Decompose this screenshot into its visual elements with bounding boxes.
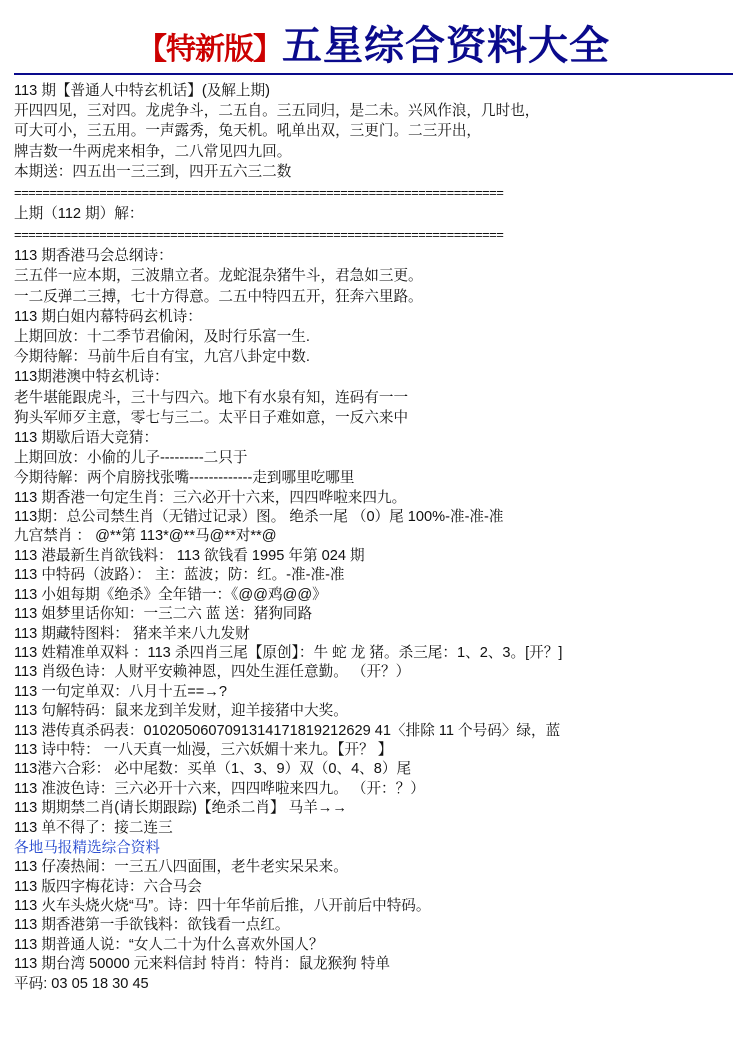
text-line: 三五伴一应本期，三波鼎立者。龙蛇混杂猪牛斗，君急如三更。 (14, 268, 423, 285)
text-line: 113 一句定单双：八月十五==→? (14, 683, 228, 700)
section-block1 (14, 81, 733, 182)
text-line: 113港六合彩： 必中尾数：买单（1、3、9）双（0、4、8）尾 (14, 761, 412, 778)
text-line: 113 期香港马会总纲诗： (14, 248, 173, 265)
text-line: 113 期台湾 50000 元来料信封 特肖：特肖：鼠龙猴狗 特单 (14, 956, 390, 973)
text-line: 牌吉数一牛两虎来相争，二八常见四九回。 (14, 143, 292, 160)
text-line: 113 期歇后语大竞猜： (14, 430, 159, 447)
text-line: 113 句解特码：鼠来龙到羊发财，迎羊接猪中大奖。 (14, 703, 348, 720)
text-line: 开四四见，三对四。龙虎争斗，二五自。三五同归，是二未。兴风作浪，几时也， (14, 103, 540, 120)
text-line: 113 港传真杀码表：0102050607091314171819212629 41〈排除 11 个号码〉绿，蓝 (14, 722, 561, 739)
text-line: 113 肖级色诗：人财平安赖神恩，四处生涯任意勤。 （开？） (14, 664, 411, 681)
text-line: 113 单不得了：接二连三 (14, 819, 173, 836)
separator-line: ===================================================================== (14, 185, 504, 201)
section-block4 (14, 367, 733, 428)
text-line: 113 版四字梅花诗：六合马会 (14, 878, 202, 895)
section-block2 (14, 246, 733, 307)
text-line: 上期回放：小偷的儿子---------二只于 (14, 450, 248, 467)
section-block5 (14, 428, 733, 489)
text-line: 上期回放：十二季节君偷闲，及时行乐富一生. (14, 329, 310, 346)
document-body (14, 81, 733, 994)
section-block3 (14, 307, 733, 368)
text-line: 113 准波色诗：三六必开十六来，四四哗啦来四九。 （开：？） (14, 780, 425, 797)
title-prefix: 【特新版】 (137, 33, 282, 66)
text-line: 狗头军师歹主意，零七与三二。太平日子难如意，一反六来中 (14, 409, 409, 426)
text-line: 113 诗中特： 一八天真一灿漫，三六妖媚十来九。【开？ 】 (14, 741, 393, 758)
text-line: 113 期香港第一手欲钱料：欲钱看一点红。 (14, 917, 290, 934)
text-line: 113 期白姐内幕特码玄机诗： (14, 308, 202, 325)
text-line: 本期送：四五出一三三到，四开五六三二数 (14, 163, 292, 180)
text-line: 113 期香港一句定生肖：三六必开十六来，四四哗啦来四九。 (14, 489, 407, 506)
title-main: 五星综合资料大全 (282, 24, 610, 68)
text-line: 九宫禁肖 ： @**第 113*@**马@**对**@ (14, 528, 277, 545)
text-line: 今期待解：两个肩膀找张嘴-------------走到哪里吃哪里 (14, 470, 355, 487)
text-line: 113期港澳中特玄机诗： (14, 369, 169, 386)
text-line: 113 港最新生肖欲钱料： 113 欲钱看 1995 年第 024 期 (14, 547, 365, 564)
prev-period-heading: 上期（112 期）解： (14, 206, 144, 223)
text-line: 113 期期禁二肖(请长期跟踪)【绝杀二肖】 马羊→→ (14, 800, 347, 817)
text-line: 可大可小，三五用。一声露秀，兔天机。吼单出双，三更门。二三开出， (14, 123, 482, 140)
text-line: 一二反弹二三搏，七十方得意。二五中特四五开，狂奔六里路。 (14, 288, 423, 305)
text-line: 113 期藏特图料： 猪来羊来八九发财 (14, 625, 250, 642)
text-line: 老牛堪能跟虎斗，三十与四六。地下有水泉有知，连码有一一 (14, 389, 409, 406)
text-line: 113 姐梦里话你知：一三二六 蓝 送：猪狗同路 (14, 606, 313, 623)
text-line: 113 火车头烧火烧“马”。诗：四十年华前后推，八开前后中特码。 (14, 897, 431, 914)
text-line: 113 期普通人说：“女人二十为什么喜欢外国人？ (14, 936, 324, 953)
text-line: 平码: 03 05 18 30 45 (14, 975, 149, 992)
text-line: 113 小姐每期《绝杀》全年错一：《@@鸡@@》 (14, 586, 327, 603)
text-line: 113期：总公司禁生肖（无错过记录）图。 绝杀一尾 （0）尾 100%-准-准-准 (14, 509, 504, 526)
text-line: 113 仔凑热闹：一三五八四面围，老牛老实呆呆来。 (14, 859, 348, 876)
text-line: 113 中特码（波路）： 主：蓝波；防：红。-准-准-准 (14, 567, 345, 584)
page-title (14, 14, 733, 71)
text-line: 113 期【普通人中特玄机话】(及解上期) (14, 83, 270, 99)
title-divider (14, 73, 733, 75)
section-lines-2 (14, 858, 733, 994)
text-line: 113 姓精准单双料 ：113 杀四肖三尾【原创】：牛 蛇 龙 猪。杀三尾：1、2、3。[开？] (14, 644, 563, 661)
section-heading-local-reports: 各地马报精选综合资料 (14, 839, 160, 856)
text-line: 今期待解：马前牛后自有宝，九宫八卦定中数. (14, 349, 310, 366)
separator-line: ===================================================================== (14, 227, 504, 243)
section-lines (14, 489, 733, 838)
